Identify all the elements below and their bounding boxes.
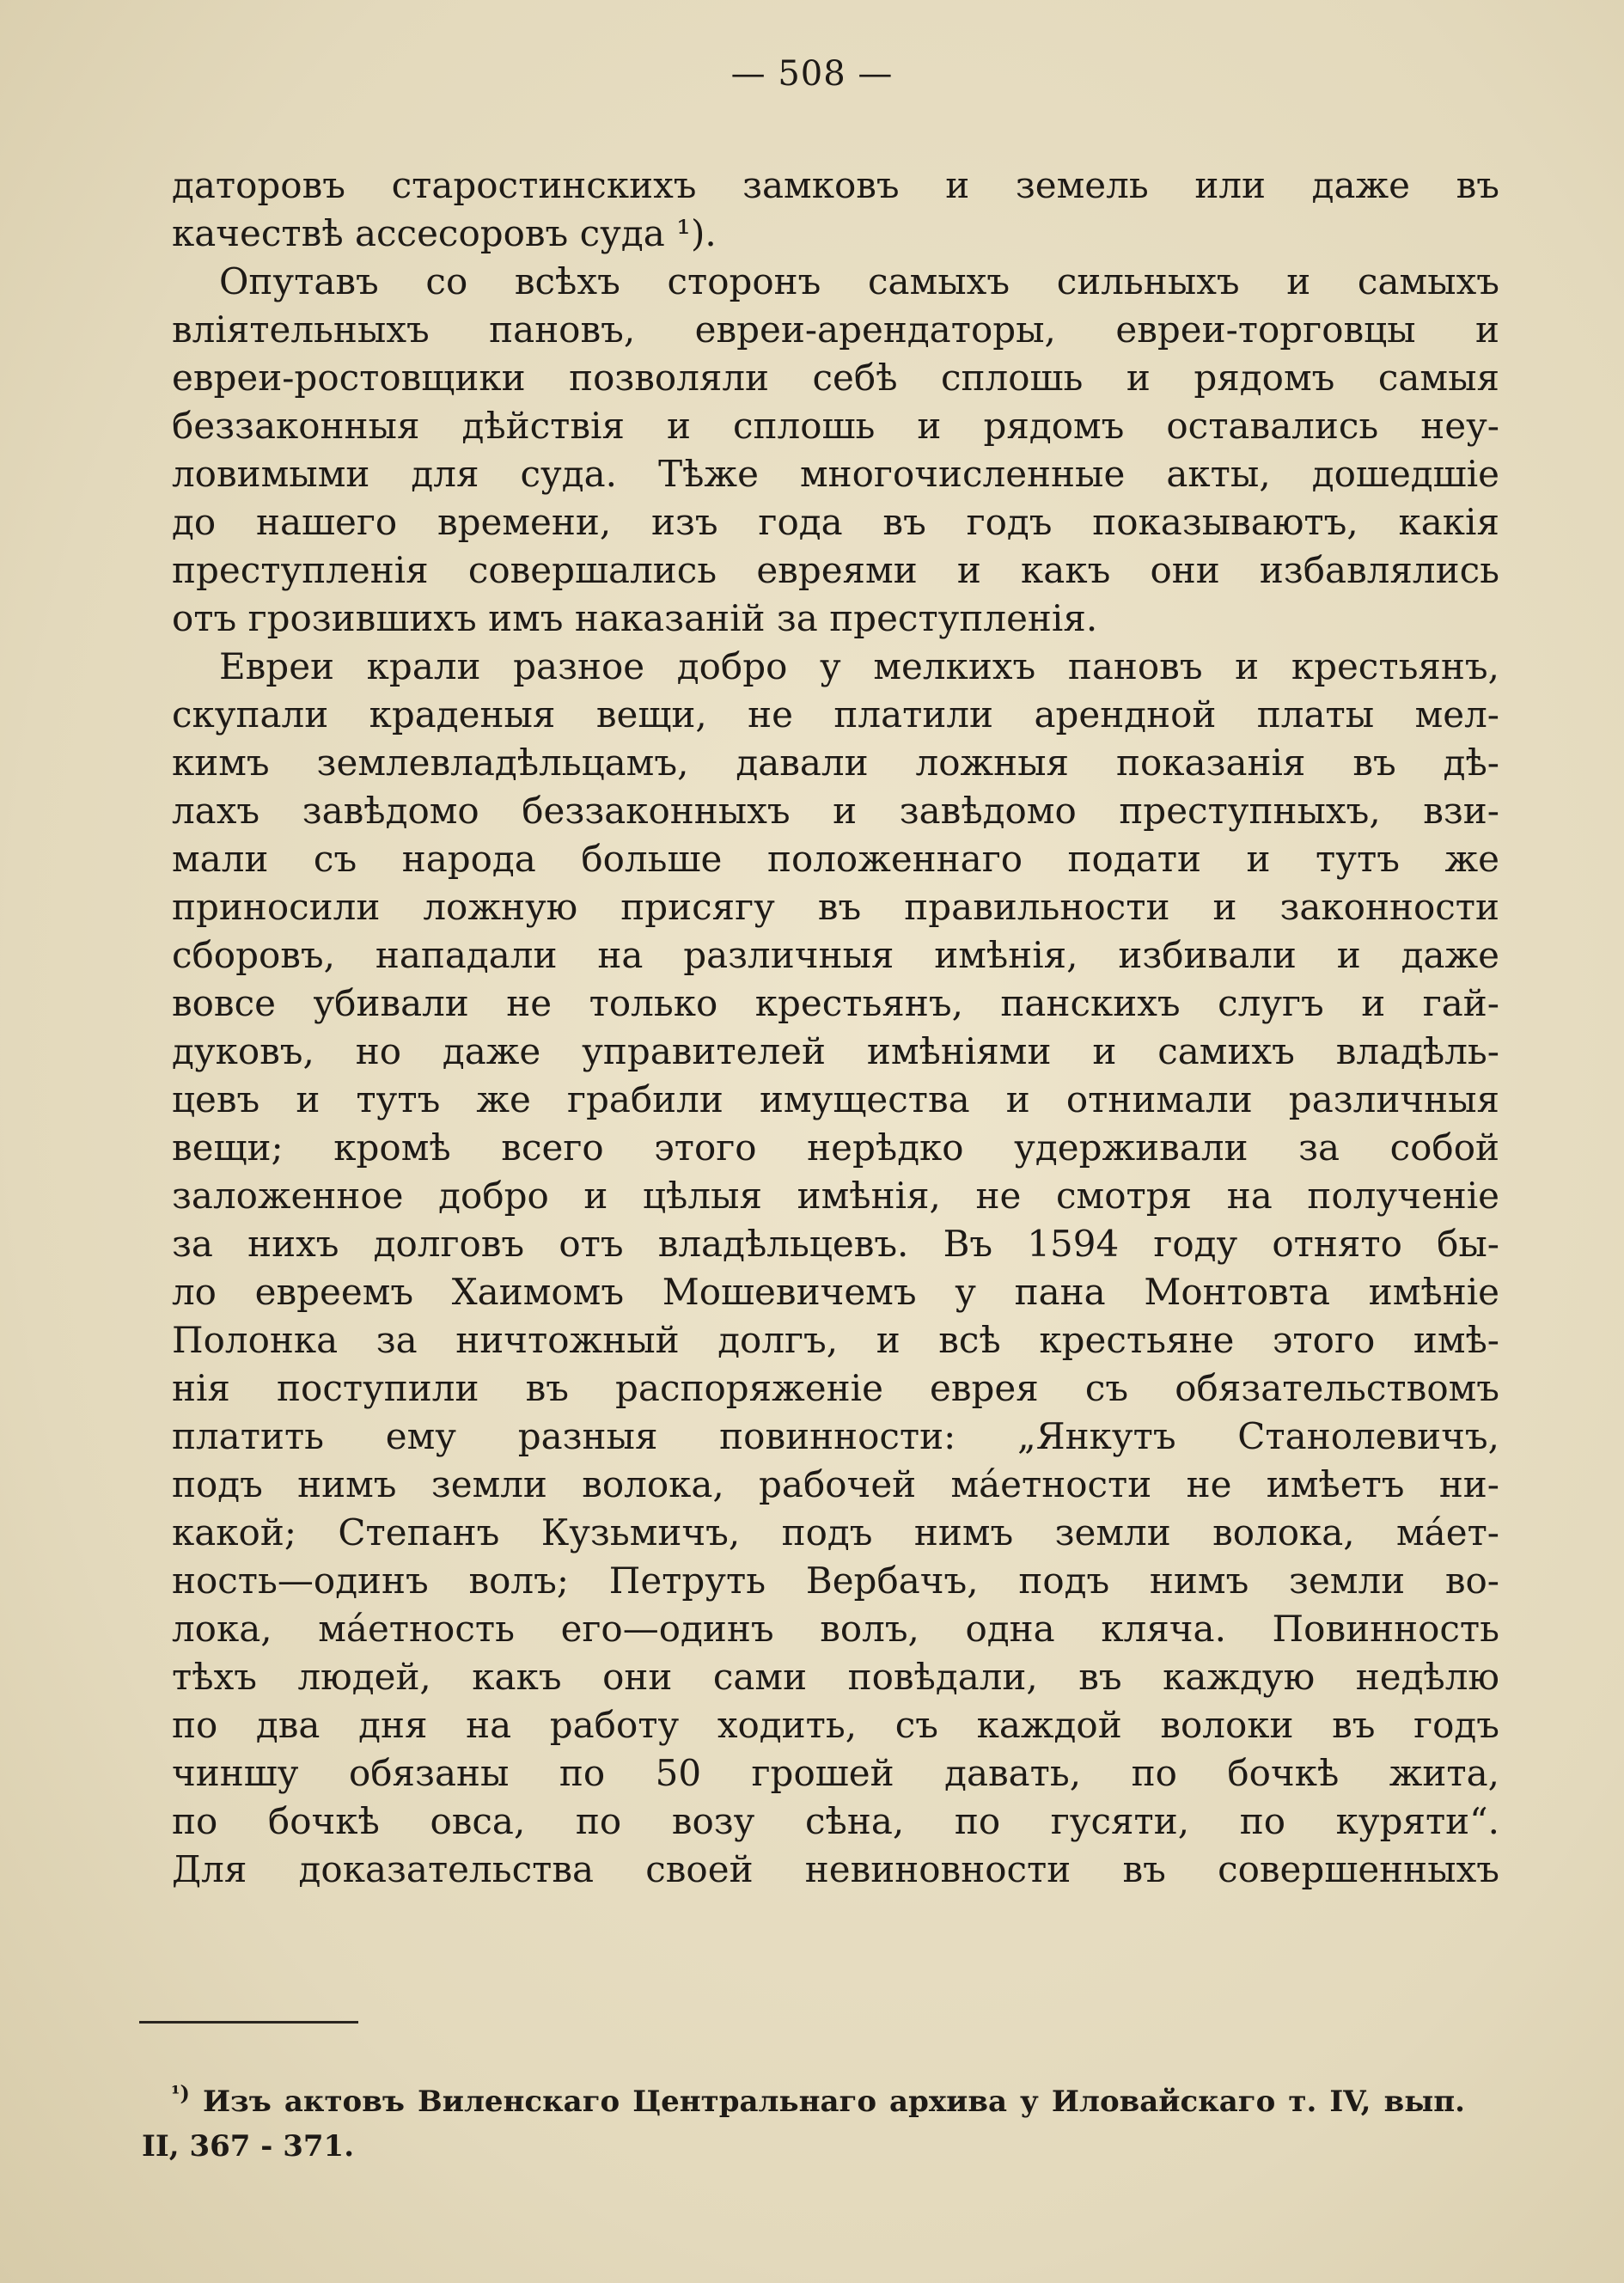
footnote-line [142,2079,1465,2124]
text-line: сборовъ, нападали на различныя имѣнія, избивали и даже [172,934,1499,976]
text-line: беззаконныя дѣйствія и сплошь и рядомъ оставались неу- [172,405,1499,447]
text-line: чиншу обязаны по 50 грошей давать, по бочкѣ жита, [172,1752,1499,1794]
text-line: отъ грозившихъ имъ наказаній за преступленія. [172,597,1098,639]
footnote-marker: ¹) [171,2080,190,2106]
text-line: евреи-ростовщики позволяли себѣ сплошь и рядомъ самыя [172,357,1499,399]
footnote [142,2079,1465,2169]
text-line: лахъ завѣдомо беззаконныхъ и завѣдомо преступныхъ, взи- [172,790,1499,832]
text-line: платить ему разныя повинности: „Янкутъ Станолевичъ, [172,1415,1499,1457]
text-line: Евреи крали разное добро у мелкихъ пановъ и крестьянъ, [219,645,1499,687]
text-line: подъ нимъ земли волока, рабочей ма́етности не имѣетъ ни- [172,1463,1499,1505]
text-line: ность—одинъ волъ; Петруть Вербачъ, подъ нимъ земли во- [172,1560,1499,1602]
text-line: за нихъ долговъ отъ владѣльцевъ. Въ 1594 году отнято бы- [172,1223,1499,1265]
text-line: по два дня на работу ходить, съ каждой волоки въ годъ [172,1704,1499,1746]
text-line: преступленія совершались евреями и какъ они избавлялись [172,549,1499,591]
text-line: мали съ народа больше положеннаго подати и тутъ же [172,838,1499,880]
text-line: скупали краденыя вещи, не платили арендной платы мел- [172,693,1499,736]
text-line: заложенное добро и цѣлыя имѣнія, не смотря на полученіе [172,1175,1499,1217]
text-line: Опутавъ со всѣхъ сторонъ самыхъ сильныхъ и самыхъ [219,260,1499,302]
text-line: приносили ложную присягу въ правильности и законности [172,886,1499,928]
text-line: кимъ землевладѣльцамъ, давали ложныя показанія въ дѣ- [172,742,1499,784]
footnote-text: Изъ актовъ Виленскаго Центральнаго архива у Иловайскаго т. IV, вып. [202,2085,1465,2119]
text-line: ловимыми для суда. Тѣже многочисленные акты, дошедшіе [172,453,1499,495]
footnote-divider [139,2021,358,2024]
text-line: качествѣ ассесоровъ суда ¹). [172,212,717,254]
text-line: цевъ и тутъ же грабили имущества и отнимали различныя [172,1078,1499,1120]
text-line: вовсе убивали не только крестьянъ, панскихъ слугъ и гай- [172,982,1499,1024]
text-line: лока, ма́етность его—одинъ волъ, одна кляча. Повинность [172,1608,1499,1650]
text-line: ло евреемъ Хаимомъ Мошевичемъ у пана Монтовта имѣніе [172,1271,1499,1313]
text-line: нія поступили въ распоряженіе еврея съ обязательствомъ [172,1367,1499,1409]
text-line: даторовъ старостинскихъ замковъ и земель или даже въ [172,164,1499,206]
text-line: тѣхъ людей, какъ они сами повѣдали, въ каждую недѣлю [172,1656,1499,1698]
text-line: вещи; кромѣ всего этого нерѣдко удерживали за собой [172,1126,1499,1169]
text-line: Полонка за ничтожный долгъ, и всѣ крестьяне этого имѣ- [172,1319,1499,1361]
page-number: — 508 — [730,54,894,94]
text-line: Для доказательства своей невиновности въ совершенныхъ [172,1848,1499,1890]
text-line: по бочкѣ овса, по возу сѣна, по гусяти, по куряти“. [172,1800,1499,1842]
footnote-line: II, 367 - 371. [142,2129,355,2164]
text-line: дуковъ, но даже управителей имѣніями и самихъ владѣль- [172,1030,1499,1072]
text-line: до нашего времени, изъ года въ годъ показываютъ, какія [172,501,1499,543]
body-text [172,162,1499,1894]
text-line: какой; Степанъ Кузьмичъ, подъ нимъ земли волока, ма́ет- [172,1511,1499,1554]
text-line: вліятельныхъ пановъ, евреи-арендаторы, евреи-торговцы и [172,308,1499,351]
